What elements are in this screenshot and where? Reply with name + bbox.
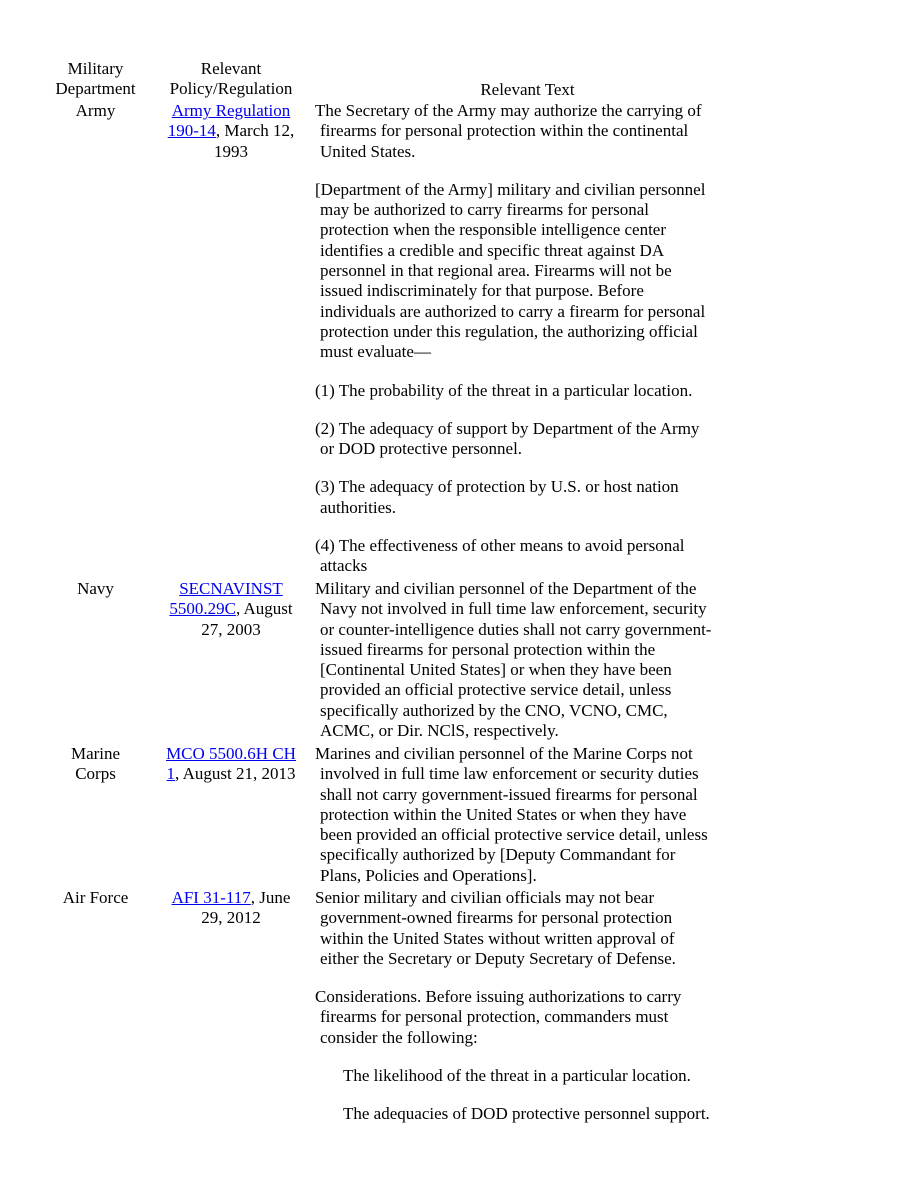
text-line: or DOD protective personnel. bbox=[320, 439, 523, 459]
text-line: (3) The adequacy of protection by U.S. or host nation bbox=[315, 477, 679, 497]
text-line: (4) The effectiveness of other means to avoid personal bbox=[315, 536, 685, 556]
department-name: Corps bbox=[75, 764, 116, 784]
row-airforce-policy bbox=[159, 888, 303, 929]
text-paragraph bbox=[315, 888, 710, 969]
text-line: government-owned firearms for personal protection bbox=[320, 908, 673, 928]
text-line: specifically authorized by the CNO, VCNO, CMC, bbox=[320, 700, 668, 720]
policy-date: 27, 2003 bbox=[201, 619, 261, 639]
text-line: identifies a credible and specific threat against DA bbox=[320, 240, 665, 260]
policy-date: , August 21, 2013 bbox=[175, 764, 296, 784]
text-line: (1) The probability of the threat in a particular location. bbox=[315, 380, 693, 400]
text-line: (2) The adequacy of support by Department of the Army bbox=[315, 418, 700, 438]
row-marine-text bbox=[315, 744, 708, 886]
text-line: [Continental United States] or when they have been bbox=[320, 660, 672, 680]
text-paragraph bbox=[315, 888, 710, 1125]
army-regulation-link[interactable]: 190-14 bbox=[167, 121, 216, 141]
text-line: provided an official protective service detail, unless bbox=[320, 680, 672, 700]
text-paragraph bbox=[315, 381, 705, 401]
text-paragraph bbox=[315, 579, 711, 741]
text-line: protection when the responsible intelligence center bbox=[320, 220, 667, 240]
text-line: protection under this regulation, the authorizing official bbox=[320, 321, 698, 341]
text-line: consider the following: bbox=[320, 1027, 478, 1047]
policy-date: , August bbox=[235, 599, 293, 619]
header-relevant-policy bbox=[159, 59, 303, 100]
text-line: ACMC, or Dir. NClS, respectively. bbox=[320, 721, 559, 741]
text-line: firearms for personal protection within the continental bbox=[320, 121, 689, 141]
mco-link[interactable]: 1 bbox=[166, 764, 176, 784]
text-line: individuals are authorized to carry a firearm for personal bbox=[320, 301, 706, 321]
text-line: attacks bbox=[320, 556, 368, 576]
policy-date: , June bbox=[250, 888, 291, 907]
mco-link[interactable]: MCO 5500.6H CH bbox=[166, 744, 296, 763]
policy-date: , March 12, bbox=[215, 121, 295, 141]
text-paragraph bbox=[315, 477, 705, 518]
text-paragraph bbox=[315, 180, 705, 363]
header-relevant-text: Relevant Text bbox=[480, 80, 575, 99]
text-line: specifically authorized by [Deputy Commandant for bbox=[320, 845, 676, 865]
row-army-text bbox=[315, 101, 705, 577]
header-text: Department bbox=[55, 79, 136, 99]
text-paragraph bbox=[315, 536, 705, 577]
text-line: must evaluate— bbox=[320, 342, 431, 362]
header-text: Relevant bbox=[200, 59, 262, 78]
text-line: issued indiscriminately for that purpose. Before bbox=[320, 281, 644, 301]
text-line: firearms for personal protection, commanders must bbox=[320, 1007, 669, 1027]
text-line: Marines and civilian personnel of the Marine Corps not bbox=[315, 744, 693, 763]
text-line: either the Secretary or Deputy Secretary of Defense. bbox=[320, 948, 676, 968]
policy-date: 1993 bbox=[214, 141, 248, 161]
text-line: United States. bbox=[320, 141, 416, 161]
row-airforce-text bbox=[315, 888, 710, 1125]
text-line: been provided an official protective service detail, unless bbox=[320, 825, 708, 845]
text-line: Navy not involved in full time law enforcement, security bbox=[320, 599, 707, 619]
row-marine-department bbox=[38, 744, 153, 785]
text-paragraph bbox=[315, 101, 705, 162]
text-line: authorities. bbox=[320, 497, 397, 517]
header-text: Military bbox=[67, 59, 124, 78]
text-line: Considerations. Before issuing authorizations to carry bbox=[315, 987, 682, 1007]
text-line: within the United States without written approval of bbox=[320, 928, 675, 948]
afi-link[interactable]: AFI 31-117 bbox=[171, 888, 251, 907]
row-army-department: Army bbox=[75, 101, 116, 120]
secnavinst-link[interactable]: 5500.29C bbox=[169, 599, 236, 619]
text-line: Senior military and civilian officials may not bear bbox=[315, 888, 655, 907]
text-paragraph bbox=[315, 579, 711, 741]
text-line: Plans, Policies and Operations]. bbox=[320, 865, 537, 885]
row-marine-policy bbox=[159, 744, 303, 785]
text-line: Military and civilian personnel of the Department of the bbox=[315, 579, 697, 598]
text-line: shall not carry government-issued firearms for personal bbox=[320, 784, 698, 804]
text-line: The Secretary of the Army may authorize the carrying of bbox=[315, 101, 702, 120]
indented-item: The adequacies of DOD protective personnel support. bbox=[343, 1104, 710, 1124]
department-name: Marine bbox=[70, 744, 121, 763]
policy-date: 29, 2012 bbox=[201, 908, 261, 928]
text-line: issued firearms for personal protection within the bbox=[320, 639, 656, 659]
indented-item: The likelihood of the threat in a particular location. bbox=[343, 1066, 691, 1086]
header-military-department bbox=[38, 59, 153, 100]
row-navy-department: Navy bbox=[77, 579, 114, 598]
row-airforce-department: Air Force bbox=[62, 888, 129, 907]
row-army-policy bbox=[159, 101, 303, 162]
text-paragraph bbox=[315, 987, 710, 1048]
text-paragraph bbox=[315, 744, 708, 886]
army-regulation-link[interactable]: Army Regulation bbox=[171, 101, 291, 120]
text-paragraph bbox=[315, 419, 705, 460]
text-paragraph bbox=[315, 744, 708, 886]
text-line: protection within the United States or when they have bbox=[320, 804, 687, 824]
row-navy-text bbox=[315, 579, 711, 741]
secnavinst-link[interactable]: SECNAVINST bbox=[179, 579, 283, 598]
row-navy-policy bbox=[159, 579, 303, 640]
text-line: involved in full time law enforcement or security duties bbox=[320, 764, 699, 784]
text-line: [Department of the Army] military and civilian personnel bbox=[315, 179, 706, 199]
text-line: or counter-intelligence duties shall not carry government- bbox=[320, 619, 712, 639]
text-line: may be authorized to carry firearms for personal bbox=[320, 200, 649, 220]
text-line: personnel in that regional area. Firearms will not be bbox=[320, 261, 672, 281]
text-paragraph bbox=[315, 101, 705, 577]
header-text: Policy/Regulation bbox=[169, 79, 293, 99]
